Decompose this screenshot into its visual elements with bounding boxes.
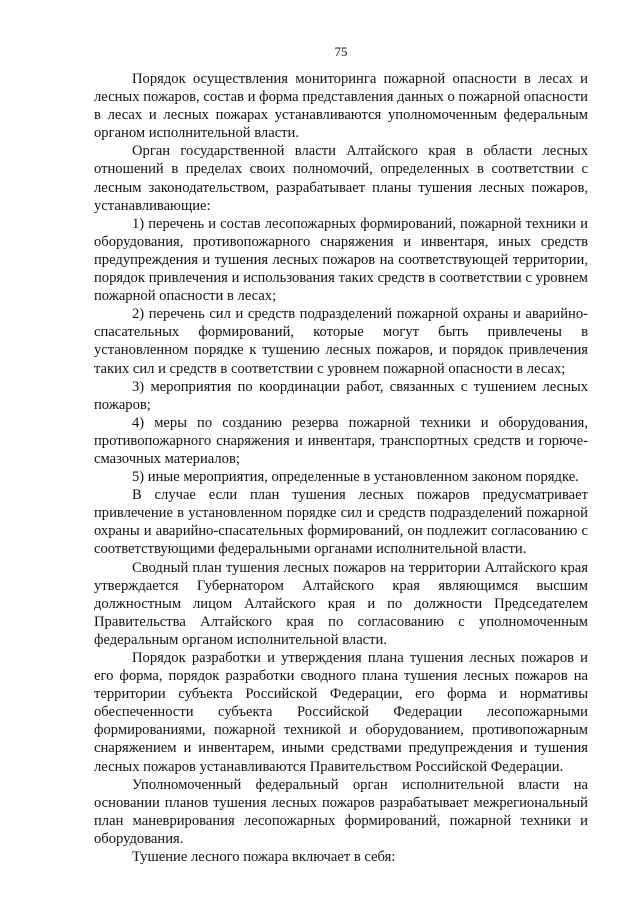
paragraph-coordination: В случае если план тушения лесных пожаров предусматривает привлечение в установленном порядке сил и средств подразделений пожарной охраны и аварийно-спасательных формирований, он подлежит согласованию с соответствующими федеральными органами исполнительной власти.: [94, 487, 588, 558]
paragraph-consolidated-plan: Сводный план тушения лесных пожаров на территории Алтайского края утверждается Губернатором Алтайского края являющимся высшим должностным лицом Алтайского края и по должности Председателем Правительства Алтайского края по согласованию с уполномоченным федеральным органом исполнительной власти.: [94, 559, 588, 648]
paragraph-plan-procedure: Порядок разработки и утверждения плана тушения лесных пожаров и его форма, порядок разработки сводного плана тушения лесных пожаров на территории субъекта Российской Федерации, его форма и нормативы обеспеченности субъекта Российской Федерации лесопожарными формированиями, пожарной техникой и оборудованием, противопожарным снаряжением и инвентарем, иными средствами предупреждения и тушения лесных пожаров устанавливаются Правительством Российской Федерации.: [94, 650, 588, 775]
paragraph-monitoring-procedure: Порядок осуществления мониторинга пожарной опасности в лесах и лесных пожаров, состав и форма представления данных о пожарной опасности в лесах и лесных пожарах устанавливаются уполномоченным федеральным органом исполнительной власти.: [94, 71, 588, 142]
list-item-5: 5) иные мероприятия, определенные в установленном законом порядке.: [132, 469, 579, 486]
document-body: [94, 70, 588, 866]
list-item-1: 1) перечень и состав лесопожарных формирований, пожарной техники и оборудования, противопожарного снаряжения и инвентаря, иных средств предупреждения и тушения лесных пожаров на соответствующей территории, порядок привлечения и использования таких средств в соответствии с уровнем пожарной опасности в лесах;: [94, 215, 588, 305]
page-number: 75: [334, 44, 348, 59]
paragraph-interregional-plan: Уполномоченный федеральный орган исполнительной власти на основании планов тушения лесных пожаров разрабатывает межрегиональный план маневрирования лесопожарных формирований, пожарной техники и оборудования.: [94, 776, 588, 847]
list-item-4: 4) меры по созданию резерва пожарной техники и оборудования, противопожарного снаряжения и инвентаря, транспортных средств и горюче-смазочных материалов;: [94, 414, 588, 467]
paragraph-regional-authority: Орган государственной власти Алтайского края в области лесных отношений в пределах своих полномочий, определенных в соответствии с лесным законодательством, разрабатывает планы тушения лесных пожаров, устанавливающие:: [94, 143, 588, 214]
paragraph-extinguishing: Тушение лесного пожара включает в себя:: [132, 849, 396, 866]
list-item-3: 3) мероприятия по координации работ, связанных с тушением лесных пожаров;: [94, 378, 588, 413]
list-item-2: 2) перечень сил и средств подразделений пожарной охраны и аварийно-спасательных формирований, которые могут быть привлечены в установленном порядке к тушению лесных пожаров, и порядок привлечения таких сил и средств в соответствии с уровнем пожарной опасности в лесах;: [94, 306, 588, 377]
